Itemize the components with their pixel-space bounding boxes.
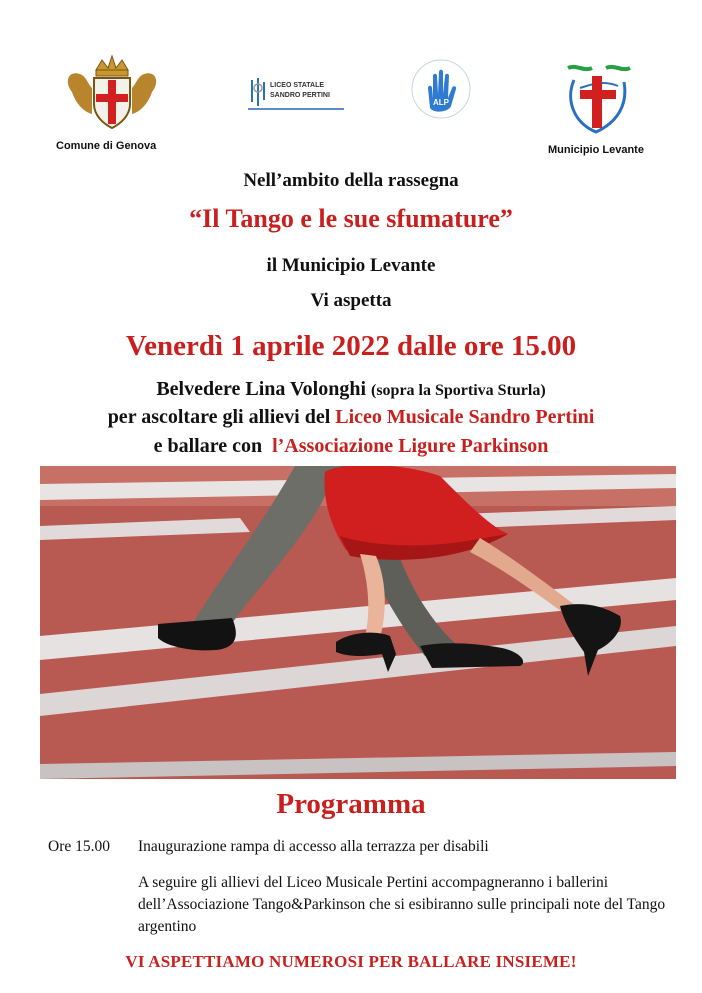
alp-hand-logo-icon (410, 58, 472, 120)
tango-dancers-photo (40, 466, 676, 779)
place-note: (sopra la Sportiva Sturla) (371, 382, 546, 399)
association-highlight: l’Associazione Ligure Parkinson (272, 435, 549, 457)
invite-line: Vi aspetta (310, 290, 392, 311)
listen-line (0, 406, 702, 429)
alp-short-label: ALP (433, 98, 449, 107)
listen-prefix: per ascoltare gli allievi del (107, 406, 336, 428)
programma-item-1: Inaugurazione rampa di accesso alla terrazza per disabili (138, 838, 489, 855)
programma-title: Programma (276, 788, 426, 820)
place-line (0, 378, 702, 401)
liceo-underline (248, 108, 344, 110)
municipio-levante-logo-icon (562, 58, 636, 138)
liceo-pertini-logo (248, 76, 346, 114)
programma-item-2: A seguire gli allievi del Liceo Musicale Pertini accompagneranno i ballerini dell’Associazione Tango&Parkinson che si esibiranno sulle principali note del Tango argentino (138, 874, 666, 935)
programma-time: Ore 15.00 (48, 838, 110, 855)
intro-line: Nell’ambito della rassegna (243, 170, 459, 191)
liceo-line2: SANDRO PERTINI (270, 92, 330, 99)
closing-line: VI ASPETTIAMO NUMEROSI PER BALLARE INSIEME! (125, 952, 577, 971)
comune-genova-crest-icon (62, 52, 162, 134)
dance-prefix: e ballare con (153, 435, 268, 457)
comune-genova-caption: Comune di Genova (56, 140, 157, 152)
place-name: Belvedere Lina Volonghi (156, 378, 366, 400)
municipio-levante-caption: Municipio Levante (548, 144, 644, 156)
event-title: “Il Tango e le sue sfumature” (189, 204, 513, 233)
dance-line (0, 435, 702, 458)
programma-row-1 (48, 838, 489, 856)
organizer-line: il Municipio Levante (266, 255, 436, 276)
event-date: Venerdì 1 aprile 2022 dalle ore 15.00 (125, 330, 577, 362)
liceo-line1: LICEO STATALE (270, 82, 325, 89)
liceo-emblem-icon (248, 76, 268, 110)
liceo-highlight: Liceo Musicale Sandro Pertini (335, 406, 595, 428)
